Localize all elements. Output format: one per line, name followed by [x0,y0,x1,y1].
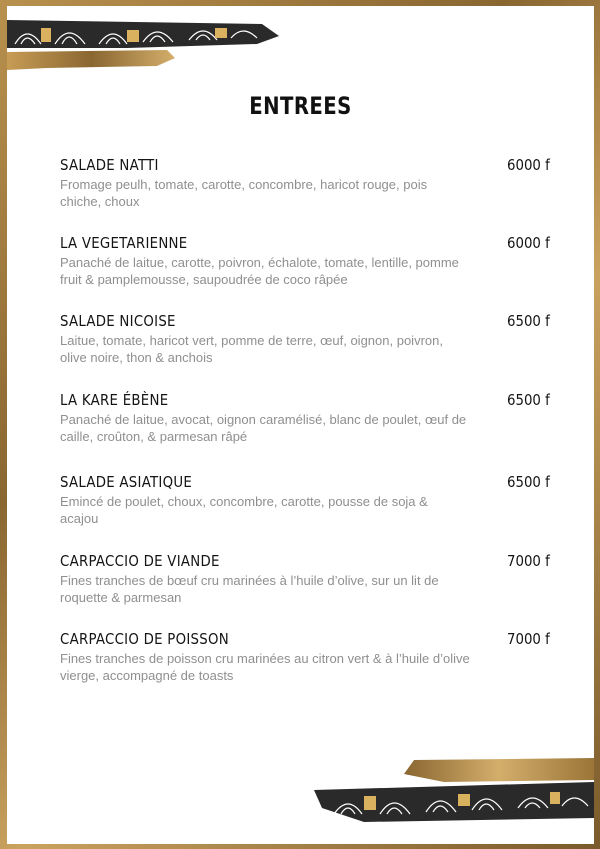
item-price: 6500 f [507,473,550,491]
item-name: CARPACCIO DE VIANDE [60,552,220,570]
item-description: Fines tranches de bœuf cru marinées à l’huile d’olive, sur un lit de roquette & parmesan [60,573,439,605]
item-description: Laitue, tomate, haricot vert, pomme de terre, œuf, oignon, poivron, olive noire, thon & anchois [60,333,443,365]
menu-item [60,390,550,445]
item-name: CARPACCIO DE POISSON [60,630,229,648]
menu-item [60,155,550,210]
item-price: 7000 f [507,630,550,648]
item-description: Emincé de poulet, choux, concombre, carotte, pousse de soja & acajou [60,494,428,526]
menu-item [60,472,550,527]
page-title: ENTREES [249,92,352,120]
item-description: Panaché de laitue, carotte, poivron, échalote, tomate, lentille, pomme fruit & pamplemousse, saupoudrée de coco râpée [60,255,459,287]
item-description: Fromage peulh, tomate, carotte, concombre, haricot rouge, pois chiche, choux [60,177,428,209]
menu-item [60,311,550,366]
item-price: 6000 f [507,234,550,252]
item-price: 6500 f [507,391,550,409]
menu-item [60,551,550,606]
decorative-brush-pattern-bottom [304,756,594,826]
decorative-brush-pattern-top [7,14,297,78]
item-description: Fines tranches de poisson cru marinées au citron vert & à l’huile d’olive vierge, accompagné de toasts [60,651,470,683]
item-name: LA KARE ÉBÈNE [60,391,169,409]
item-name: SALADE ASIATIQUE [60,473,193,491]
menu-item [60,233,550,288]
item-price: 6000 f [507,156,550,174]
menu-page [7,6,594,844]
item-price: 7000 f [507,552,550,570]
item-name: LA VEGETARIENNE [60,234,188,252]
menu-item [60,629,550,684]
item-description: Panaché de laitue, avocat, oignon caramélisé, blanc de poulet, œuf de caille, croûton, & parmesan râpé [60,412,467,444]
item-price: 6500 f [507,312,550,330]
item-name: SALADE NICOISE [60,312,176,330]
item-name: SALADE NATTI [60,156,159,174]
